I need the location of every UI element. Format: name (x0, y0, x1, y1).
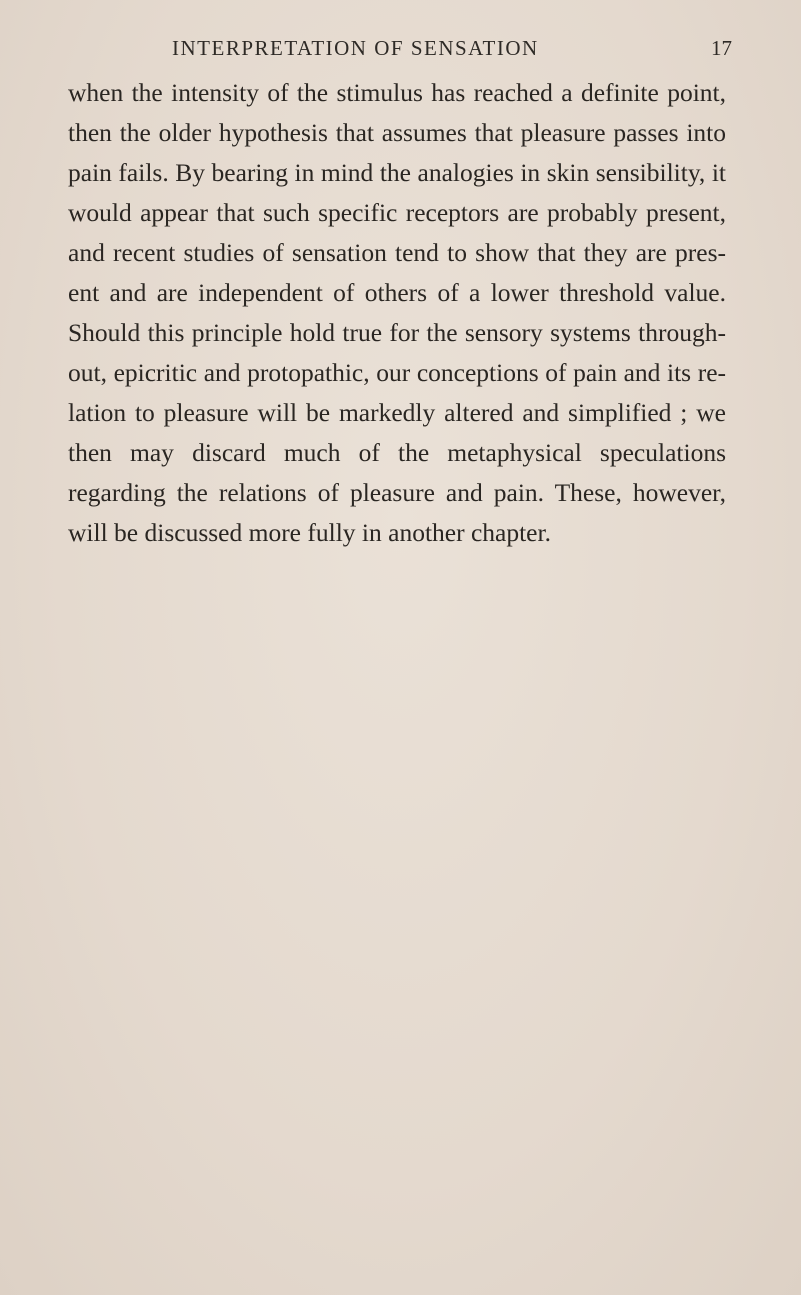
body-paragraph: when the intensity of the stimulus has reached a definite point, then the older hypothesis that assumes that pleasure passes into pain fails. By bearing in mind the analogies in skin sensibility, it would appear that such specific receptors are probably present, and recent studies of sensation tend to show that they are pres-ent and are independent of others of a lower threshold value. Should this principle hold true for the sensory systems through-out, epicritic and protopathic, our conceptions of pain and its re-lation to pleasure will be markedly altered and simplified ; we then may discard much of the metaphysical speculations regarding the relations of pleasure and pain. These, however, will be discussed more fully in another chapter. (68, 78, 726, 547)
page-number: 17 (711, 36, 732, 60)
running-head-title: INTERPRETATION OF SENSATION (172, 36, 539, 60)
running-head (172, 36, 732, 64)
